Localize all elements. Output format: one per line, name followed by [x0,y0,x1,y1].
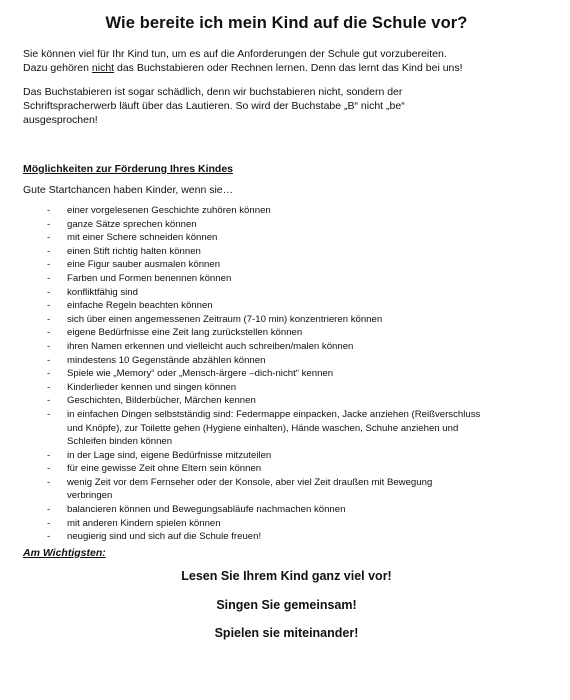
paragraph-1-underlined-word: nicht [91,62,115,74]
list-item-text: mindestens 10 Gegenstände abzählen können [67,354,266,366]
slogan-read-aloud: Lesen Sie Ihrem Kind ganz viel vor! [181,568,392,583]
list-item [23,476,550,503]
intro-paragraph-1 [23,47,550,75]
list-item [23,286,550,300]
list-intro: Gute Startchancen haben Kinder, wenn sie… [23,184,234,196]
list-item [23,354,550,368]
list-item [23,449,550,463]
list-item [23,218,550,232]
list-item-text: und Knöpfe), zur Toilette gehen (Hygiene einhalten), Hände waschen, Schuhe anziehen und [67,422,459,434]
list-item-text: Geschichten, Bilderbücher, Märchen kennen [67,395,256,407]
list-item-text: eigene Bedürfnisse eine Zeit lang zurückstellen können [67,327,303,339]
slogan-play-together: Spielen sie miteinander! [214,625,359,640]
list-item-text: einfache Regeln beachten können [67,300,213,312]
slogan-sing-together: Singen Sie gemeinsam! [216,597,357,612]
list-item [23,299,550,313]
list-item-text: wenig Zeit vor dem Fernseher oder der Konsole, aber viel Zeit draußen mit Bewegung [67,476,433,488]
list-item-text: Farben und Formen benennen können [67,272,232,284]
list-item [23,530,550,544]
section-heading: Möglichkeiten zur Förderung Ihres Kindes [23,163,234,175]
list-item-text: in der Lage sind, eigene Bedürfnisse mitzuteilen [67,449,272,461]
list-item-text: verbringen [67,490,113,502]
list-item-text: sich über einen angemessenen Zeitraum (7-10 min) konzentrieren können [67,313,383,325]
list-item-text: mit einer Schere schneiden können [67,232,218,244]
list-item [23,517,550,531]
list-item [23,503,550,517]
list-item-text: für eine gewisse Zeit ohne Eltern sein können [67,463,262,475]
list-item-text: konfliktfähig sind [67,286,138,298]
list-item-text: einen Stift richtig halten können [67,245,201,257]
paragraph-2-line-2: Schriftspracherwerb läuft über das Lautieren. So wird der Buchstabe „B“ nicht „be“ [23,100,405,112]
list-item-text: einer vorgelesenen Geschichte zuhören können [67,205,271,216]
paragraph-2-line-1: Das Buchstabieren ist sogar schädlich, denn wir buchstabieren nicht, sondern der [23,86,403,98]
list-item-text: Schleifen binden können [67,436,173,448]
list-item [23,313,550,327]
paragraph-1-line-2-end: das Buchstabieren oder Rechnen lernen. Denn das lernt das Kind bei uns! [114,62,463,74]
paragraph-1-line-1: Sie können viel für Ihr Kind tun, um es auf die Anforderungen der Schule gut vorzubereiten. [23,48,447,60]
intro-paragraph-2 [23,85,550,127]
list-item [23,381,550,395]
list-item [23,326,550,340]
list-item [23,394,550,408]
list-item [23,462,550,476]
list-item [23,258,550,272]
list-item-text: eine Figur sauber ausmalen können [67,259,221,271]
list-item-text: neugierig sind und sich auf die Schule freuen! [67,531,262,543]
list-item [23,272,550,286]
list-item [23,245,550,259]
list-item-text: Kinderlieder kennen und singen können [67,381,237,393]
list-item-text: mit anderen Kindern spielen können [67,517,221,529]
list-item-text: balancieren können und Bewegungsabläufe nachmachen können [67,504,346,516]
list-item-text: Spiele wie „Memory“ oder „Mensch-ärgere –dich-nicht“ kennen [67,368,334,380]
document-title: Wie bereite ich mein Kind auf die Schule vor? [105,14,468,32]
paragraph-2-line-3: ausgesprochen! [23,114,98,126]
closing-heading: Am Wichtigsten: [23,546,106,559]
list-item-text: ganze Sätze sprechen können [67,218,197,230]
list-item [23,340,550,354]
list-item-text: ihren Namen erkennen und vielleicht auch schreiben/malen können [67,340,354,352]
paragraph-1-line-2-start: Dazu gehören [23,62,92,74]
list-item [23,367,550,381]
prerequisites-list [23,204,550,544]
list-item [23,204,550,218]
list-item-text: in einfachen Dingen selbstständig sind: Federmappe einpacken, Jacke anziehen (Reißverschluss [67,408,481,420]
list-item [23,408,550,449]
list-item [23,231,550,245]
